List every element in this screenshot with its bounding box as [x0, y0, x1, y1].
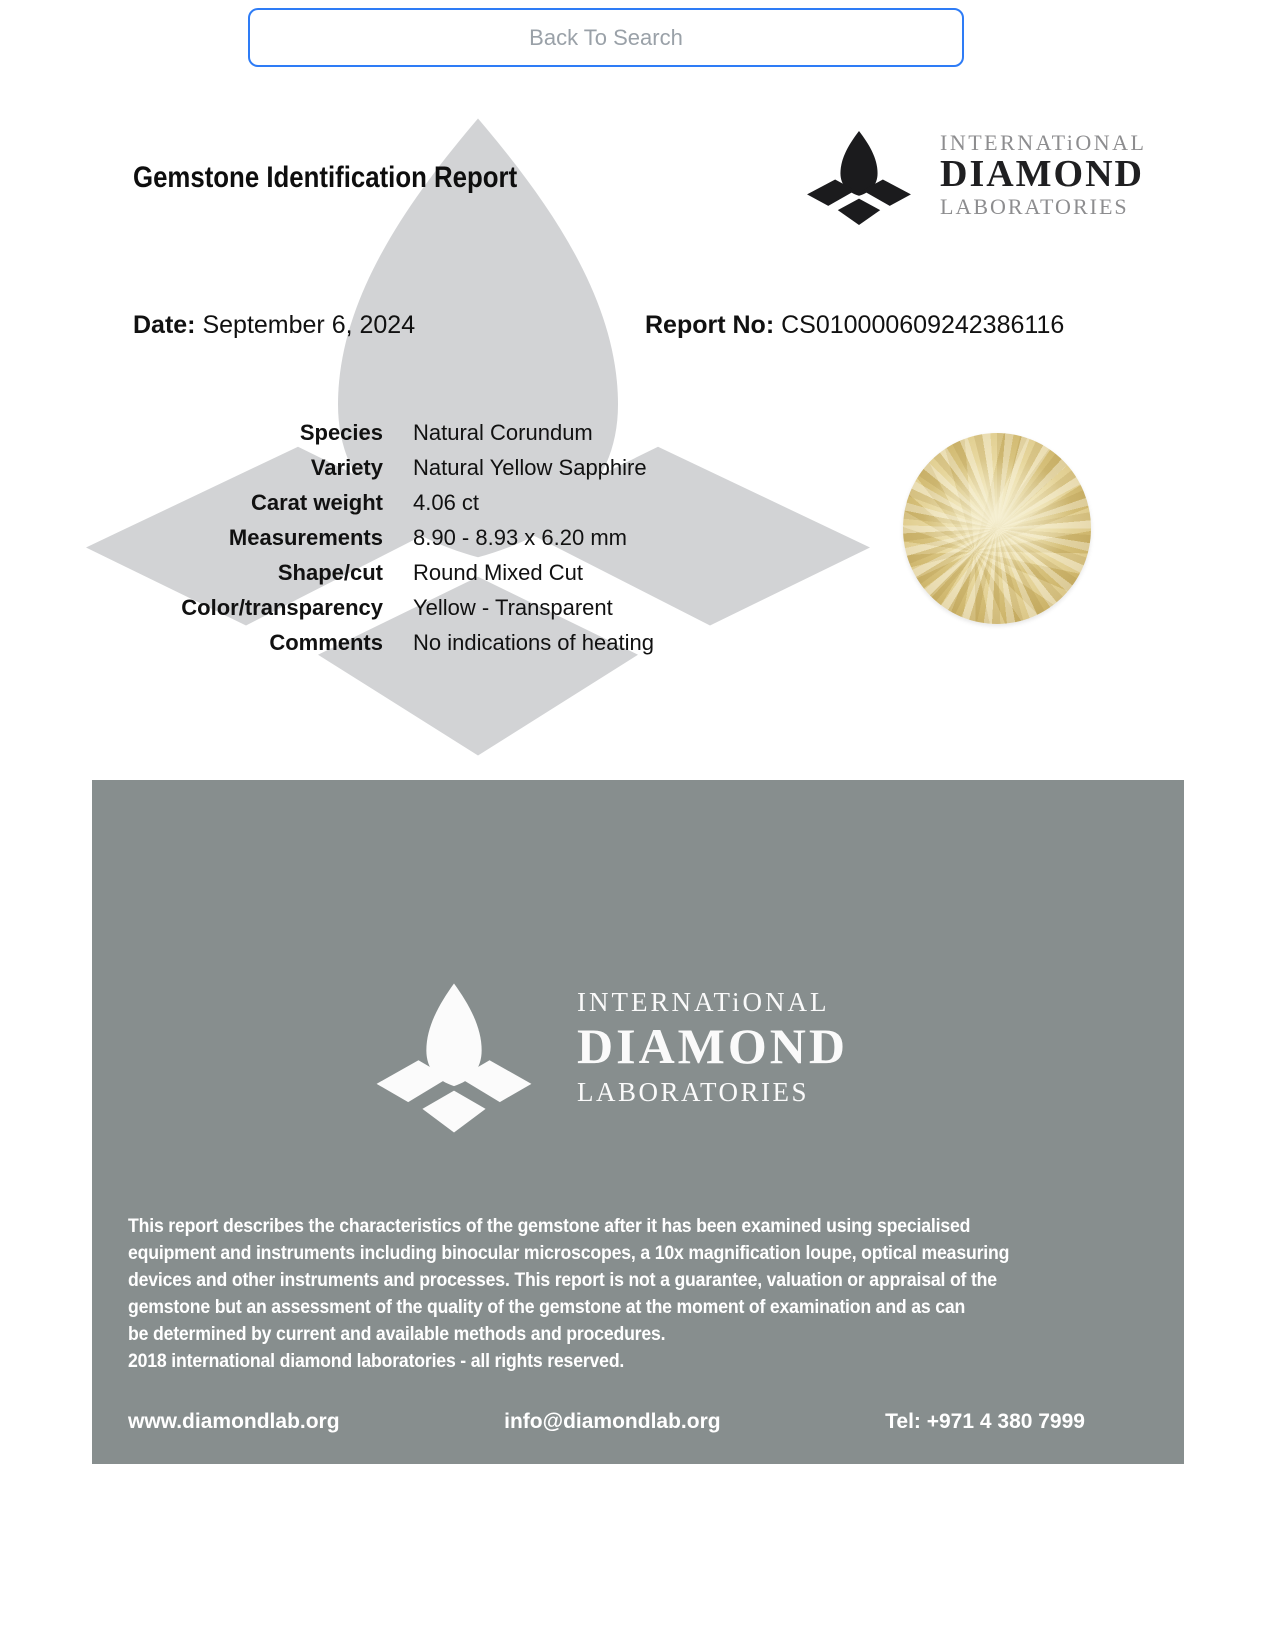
footer-contacts	[128, 1410, 1085, 1434]
disclaimer-text	[128, 1213, 1009, 1375]
report-number	[645, 311, 1064, 340]
property-label: Measurements	[228, 525, 383, 550]
property-value: 8.90 - 8.93 x 6.20 mm	[413, 525, 627, 550]
property-value: Round Mixed Cut	[413, 560, 583, 585]
page-title: Gemstone Identification Report	[133, 161, 518, 194]
footer-logo-line-laboratories: LABORATORIES	[577, 1077, 810, 1107]
property-value: Natural Yellow Sapphire	[413, 455, 647, 480]
footer-logo-line-diamond: DIAMOND	[577, 1018, 848, 1074]
property-label: Comments	[269, 630, 383, 655]
rights-line: 2018 international diamond laboratories - all rights reserved.	[128, 1351, 625, 1372]
property-label: Species	[299, 420, 383, 445]
idl-footer-logo-text	[577, 986, 848, 1110]
table-row	[0, 590, 654, 625]
disclaimer-line: This report describes the characteristics of the gemstone after it has been examined using specialised	[128, 1216, 971, 1237]
table-row	[0, 625, 654, 660]
phone-text: Tel: +971 4 380 7999	[885, 1410, 1085, 1433]
idl-logo-text	[940, 131, 1146, 220]
footer-logo-line-international: INTERNATiONAL	[577, 987, 830, 1017]
table-row	[0, 555, 654, 590]
disclaimer-line: devices and other instruments and processes. This report is not a guarantee, valuation or appraisal of the	[128, 1270, 997, 1291]
idl-logo-mark-icon	[806, 130, 912, 226]
property-label: Color/transparency	[181, 595, 383, 620]
table-row	[0, 450, 654, 485]
property-label: Variety	[310, 455, 383, 480]
date-label: Date:	[133, 311, 196, 339]
website-text: www.diamondlab.org	[128, 1410, 340, 1433]
yellow-sapphire-image	[903, 433, 1091, 624]
property-value: 4.06 ct	[413, 490, 480, 515]
date-value: September 6, 2024	[202, 311, 416, 339]
idl-footer-logo-mark-icon	[375, 982, 533, 1134]
logo-line-international: INTERNATiONAL	[940, 130, 1147, 155]
property-value: Natural Corundum	[413, 420, 593, 445]
back-to-search-button[interactable]: Back To Search	[248, 8, 964, 67]
report-date	[133, 311, 415, 340]
table-row	[0, 520, 654, 555]
disclaimer-line: gemstone but an assessment of the quality of the gemstone at the moment of examination and as can	[128, 1297, 966, 1318]
logo-line-diamond: DIAMOND	[940, 153, 1144, 195]
table-row	[0, 485, 654, 520]
disclaimer-line: be determined by current and available methods and procedures.	[128, 1324, 666, 1345]
gemstone-photo	[903, 433, 1091, 624]
gem-properties-table	[0, 415, 654, 660]
property-label: Shape/cut	[277, 560, 383, 585]
logo-line-laboratories: LABORATORIES	[940, 194, 1129, 219]
report-number-label: Report No:	[645, 311, 775, 339]
property-label: Carat weight	[250, 490, 383, 515]
footer-panel	[92, 780, 1184, 1464]
email-text: info@diamondlab.org	[504, 1410, 721, 1433]
report-number-value: CS010000609242386116	[781, 311, 1065, 339]
property-value: Yellow - Transparent	[413, 595, 613, 620]
table-row	[0, 415, 654, 450]
property-value: No indications of heating	[413, 630, 654, 655]
disclaimer-line: equipment and instruments including binocular microscopes, a 10x magnification loupe, optical measuring	[128, 1243, 1010, 1264]
